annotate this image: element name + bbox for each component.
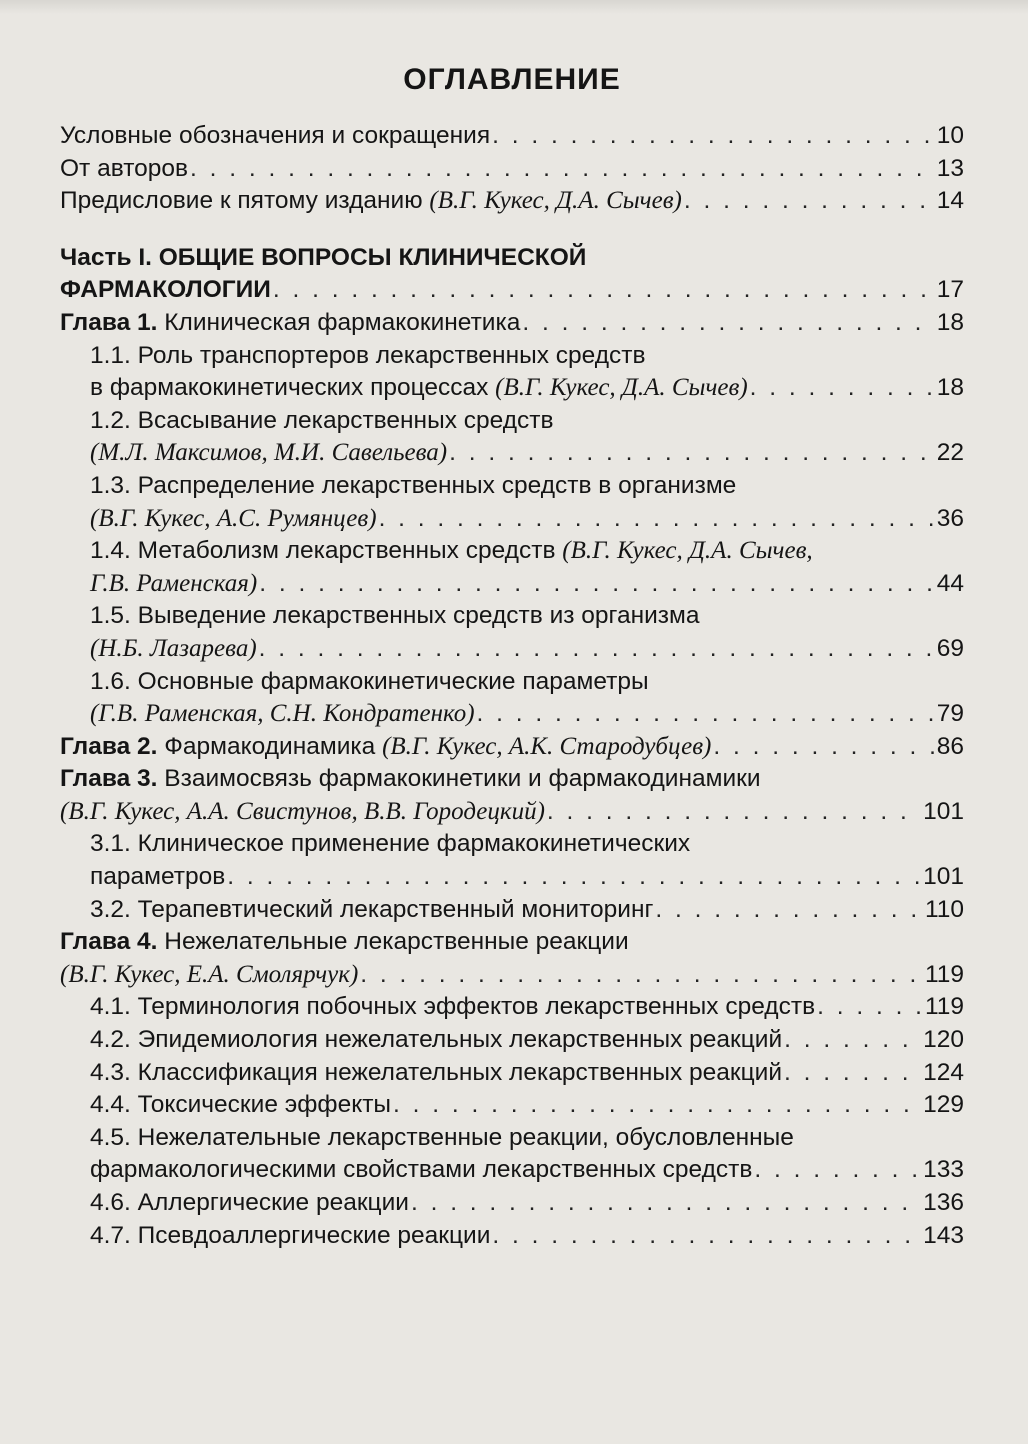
chapter-entry[interactable] [60, 307, 964, 340]
entry-text: 1.4. Метаболизм лекарственных средств [90, 537, 556, 565]
toc-entry[interactable] [60, 1057, 964, 1090]
entry-authors: Г.В. Раменская) [90, 569, 258, 597]
entry-authors: (Г.В. Раменская, С.Н. Кондратенко) [90, 700, 475, 728]
chapter-label: Глава 2. [60, 732, 158, 760]
entry-text: Взаимосвязь фармакокинетики и фармакодинамики [164, 765, 761, 793]
dot-leader [273, 274, 935, 307]
toc-entry[interactable] [60, 1024, 964, 1057]
entry-text: 4.2. Эпидемиология нежелательных лекарственных реакций [90, 1026, 783, 1054]
dot-leader [713, 731, 934, 764]
page-title: ОГЛАВЛЕНИЕ [403, 63, 621, 96]
dot-leader [190, 153, 935, 186]
section-title[interactable]: 1.6. Основные фармакокинетические параметры [90, 667, 649, 695]
page-number: 119 [924, 960, 964, 988]
page-number: 101 [923, 863, 964, 891]
chapter-entry[interactable] [60, 731, 964, 764]
dot-leader [754, 1154, 921, 1187]
chapter-label: Глава 4. [60, 928, 158, 956]
dot-leader [750, 372, 935, 405]
toc-entry[interactable] [60, 959, 964, 992]
section-title[interactable]: 3.1. Клиническое применение фармакокинетических [90, 830, 691, 858]
toc-entry[interactable] [60, 633, 964, 666]
page-number: 36 [936, 504, 964, 532]
toc-entry[interactable] [60, 1154, 964, 1187]
toc-entry[interactable] [60, 437, 964, 470]
page-number: 13 [936, 154, 964, 182]
entry-authors: (М.Л. Максимов, М.И. Савельева) [90, 439, 448, 467]
page-number: 18 [936, 374, 964, 402]
entry-authors: (В.Г. Кукес, Д.А. Сычев) [495, 374, 748, 402]
table-of-contents [60, 58, 964, 1252]
entry-authors: (В.Г. Кукес, А.С. Румянцев) [90, 504, 377, 532]
entry-text: 4.4. Токсические эффекты [90, 1091, 392, 1119]
chapter-label: Глава 3. [60, 765, 158, 793]
entry-authors: (Н.Б. Лазарева) [90, 634, 257, 662]
dot-leader [784, 1024, 921, 1057]
toc-entry[interactable] [60, 796, 964, 829]
dot-leader [449, 437, 935, 470]
dot-leader [477, 698, 935, 731]
section-title[interactable]: 1.5. Выведение лекарственных средств из организма [90, 602, 700, 630]
entry-text: 4.1. Терминология побочных эффектов лекарственных средств [90, 993, 816, 1021]
part-heading[interactable]: Часть I. ОБЩИЕ ВОПРОСЫ КЛИНИЧЕСКОЙ [60, 243, 587, 271]
page-number: 124 [923, 1058, 964, 1086]
page-number: 44 [936, 569, 964, 597]
section-title[interactable]: 1.2. Всасывание лекарственных средств [90, 406, 554, 434]
entry-text: Фармакодинамика [164, 732, 376, 760]
entry-authors: (В.Г. Кукес, А.А. Свистунов, В.В. Городецкий) [60, 797, 545, 825]
chapter-label: Глава 1. [60, 308, 158, 336]
entry-text: Предисловие к пятому изданию [60, 187, 423, 215]
entry-text: 4.7. Псевдоаллергические реакции [90, 1221, 491, 1249]
section-title[interactable] [60, 535, 964, 568]
page-number: 18 [936, 308, 964, 336]
dot-leader [393, 1089, 921, 1122]
page-number: 119 [924, 993, 964, 1021]
entry-text: параметров [90, 863, 226, 891]
section-title[interactable]: 1.3. Распределение лекарственных средств в организме [90, 471, 737, 499]
dot-leader [492, 1220, 921, 1253]
chapter-title[interactable] [60, 763, 964, 796]
page-number: 10 [936, 122, 964, 149]
toc-entry[interactable] [60, 153, 964, 186]
entry-authors: (В.Г. Кукес, Д.А. Сычев) [429, 187, 682, 215]
chapter-title[interactable] [60, 926, 964, 959]
toc-entry[interactable] [60, 185, 964, 218]
dot-leader [411, 1187, 921, 1220]
toc-entry[interactable] [60, 503, 964, 536]
dot-leader [817, 991, 923, 1024]
toc-entry[interactable] [60, 698, 964, 731]
dot-leader [259, 568, 934, 601]
page-number: 17 [936, 276, 964, 304]
page-number: 14 [936, 187, 964, 215]
page-number: 136 [923, 1189, 964, 1216]
section-title[interactable]: 1.1. Роль транспортеров лекарственных средств [90, 341, 646, 369]
dot-leader [522, 307, 934, 340]
toc-entry[interactable] [60, 1089, 964, 1122]
dot-leader [684, 185, 935, 218]
toc-entry[interactable] [60, 274, 964, 307]
part-heading-cont: ФАРМАКОЛОГИИ [60, 276, 271, 304]
entry-text: Условные обозначения и сокращения [60, 122, 491, 149]
page-number: 86 [936, 732, 964, 760]
entry-text: 4.3. Классификация нежелательных лекарственных реакций [90, 1058, 783, 1086]
page-number: 129 [923, 1091, 964, 1119]
toc-entry[interactable] [60, 894, 964, 927]
entry-authors: (В.Г. Кукес, Д.А. Сычев, [562, 537, 813, 565]
page-number: 120 [923, 1026, 964, 1054]
page-number: 110 [924, 895, 964, 923]
entry-text: Клиническая фармакокинетика [164, 308, 521, 336]
entry-text: От авторов [60, 154, 189, 182]
dot-leader [227, 861, 921, 894]
page-number: 101 [923, 797, 964, 825]
entry-authors: (В.Г. Кукес, Е.А. Смолярчук) [60, 960, 359, 988]
entry-text: 3.2. Терапевтический лекарственный мониторинг [90, 895, 654, 923]
toc-entry[interactable] [60, 991, 964, 1024]
page-number: 22 [936, 439, 964, 467]
entry-text: Нежелательные лекарственные реакции [164, 928, 629, 956]
toc-entry[interactable] [60, 1187, 964, 1220]
toc-entry[interactable] [60, 120, 964, 153]
toc-entry[interactable] [60, 1220, 964, 1253]
toc-entry[interactable] [60, 372, 964, 405]
entry-text: в фармакокинетических процессах [90, 374, 489, 402]
spacer [60, 218, 964, 242]
toc-entry[interactable] [60, 568, 964, 601]
toc-entry[interactable] [60, 861, 964, 894]
page-number: 143 [923, 1221, 964, 1249]
page-number: 69 [936, 634, 964, 662]
section-title[interactable]: 4.5. Нежелательные лекарственные реакции, обусловленные [90, 1123, 794, 1151]
entry-text: фармакологическими свойствами лекарственных средств [90, 1156, 753, 1184]
dot-leader [259, 633, 935, 666]
dot-leader [379, 503, 935, 536]
dot-leader [784, 1057, 921, 1090]
page-number: 79 [936, 700, 964, 728]
entry-text: 4.6. Аллергические реакции [90, 1189, 409, 1216]
dot-leader [655, 894, 923, 927]
entry-authors: (В.Г. Кукес, А.К. Стародубцев) [382, 732, 712, 760]
dot-leader [360, 959, 923, 992]
dot-leader [492, 120, 935, 153]
page-number: 133 [923, 1156, 964, 1184]
page-top-edge [0, 0, 1028, 14]
dot-leader [547, 796, 921, 829]
